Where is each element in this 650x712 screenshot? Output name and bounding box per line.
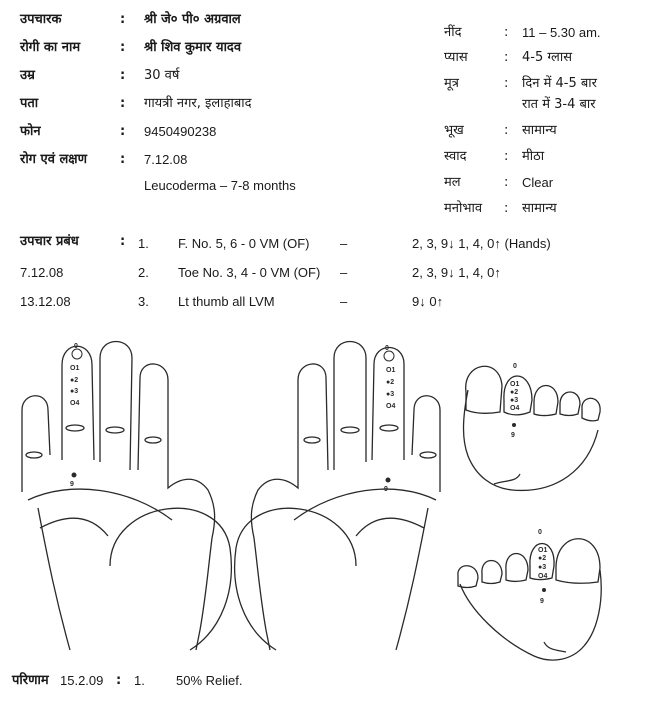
colon: : (504, 50, 509, 65)
palm-line (28, 489, 172, 520)
point-2-label: ●2 (386, 379, 395, 386)
big-toe (556, 539, 600, 584)
result-date: 15.2.09 (60, 673, 104, 688)
patient-name-label: रोगी का नाम (20, 40, 81, 55)
sleep-label: नींद (444, 25, 462, 40)
point-1-label: O1 (386, 367, 396, 374)
toe (534, 386, 558, 416)
point-9-label: 9 (70, 481, 74, 488)
finger-crease (106, 427, 124, 433)
age-value: 30 वर्ष (144, 68, 180, 83)
hunger-label: भूख (444, 123, 464, 138)
point-9-label: 9 (540, 598, 544, 605)
phone-label: फोन (20, 124, 41, 139)
colon: : (120, 68, 126, 83)
heel-curve (494, 474, 520, 484)
colon: : (120, 12, 126, 27)
treatment-row-date: 13.12.08 (20, 294, 71, 309)
colon: : (120, 124, 126, 139)
treatment-row-desc: Toe No. 3, 4 - 0 VM (OF) (178, 265, 321, 280)
finger-crease (66, 425, 84, 431)
point-0-label: 0 (74, 343, 78, 350)
point-0-label: 0 (513, 363, 517, 370)
phone-value: 9450490238 (144, 124, 217, 139)
point-0-marker (72, 349, 82, 359)
point-2-label: ●2 (538, 555, 547, 562)
point-3-label: ●3 (386, 391, 395, 398)
colon: : (504, 149, 509, 164)
treatment-row-desc: Lt thumb all LVM (178, 294, 275, 309)
heel-curve (544, 642, 566, 652)
result-text: 50% Relief. (176, 673, 243, 688)
urine-label: मूत्र (444, 76, 459, 91)
toe (506, 554, 528, 582)
palm-line (40, 518, 108, 536)
left-hand-outline (22, 342, 215, 651)
address-value: गायत्री नगर, इलाहाबाद (144, 96, 252, 111)
toe (458, 566, 478, 588)
sleep-value: 11 – 5.30 am. (522, 25, 601, 40)
point-9-dot (512, 423, 516, 427)
therapist-value: श्री जे० पी० अग्रवाल (144, 12, 241, 27)
mood-label: मनोभाव (444, 201, 483, 216)
address-label: पता (20, 96, 39, 111)
treatment-row-points: 2, 3, 9↓ 1, 4, 0↑ (412, 265, 501, 280)
point-0-label: 0 (385, 345, 389, 352)
mood-value: सामान्य (522, 201, 557, 216)
toe (560, 392, 580, 416)
point-3-label: ●3 (70, 388, 79, 395)
treatment-label: उपचार प्रबंध (20, 234, 79, 249)
treatment-row-points: 2, 3, 9↓ 1, 4, 0↑ (Hands) (412, 236, 551, 251)
point-4-label: O4 (510, 405, 520, 412)
stool-value: Clear (522, 175, 554, 190)
thirst-label: प्यास (444, 50, 468, 65)
colon: : (504, 76, 509, 91)
foot-diagram-top (464, 363, 601, 490)
disease-description: Leucoderma – 7-8 months (144, 178, 296, 193)
patient-name-value: श्री शिव कुमार यादव (144, 40, 242, 55)
taste-label: स्वाद (444, 149, 467, 164)
finger-crease (380, 425, 398, 431)
colon: : (120, 40, 126, 55)
colon: : (504, 25, 509, 40)
colon: : (116, 673, 122, 688)
taste-value: मीठा (522, 149, 545, 164)
point-2-label: ●2 (510, 389, 519, 396)
treatment-row-number: 3. (138, 294, 149, 309)
colon: : (120, 234, 126, 249)
colon: : (504, 175, 509, 190)
colon: : (120, 96, 126, 111)
result-number: 1. (134, 673, 145, 688)
point-9-dot (72, 473, 77, 478)
point-1-label: O1 (70, 365, 80, 372)
foot-diagram-bottom (458, 529, 601, 660)
age-label: उम्र (20, 68, 35, 83)
therapist-label: उपचारक (20, 12, 62, 27)
finger-crease (420, 452, 436, 458)
point-9-label: 9 (384, 486, 388, 493)
treatment-row-number: 1. (138, 236, 149, 251)
finger-crease (145, 437, 161, 443)
right-hand-outline (251, 342, 440, 651)
toe (482, 561, 502, 584)
colon: : (504, 123, 509, 138)
treatment-row-dash: – (340, 265, 348, 280)
big-toe (466, 366, 502, 413)
disease-label: रोग एवं लक्षण (20, 152, 88, 167)
treatment-row-number: 2. (138, 265, 149, 280)
point-9-dot (542, 588, 546, 592)
palm-line (356, 518, 424, 536)
point-4-label: O4 (386, 403, 396, 410)
thirst-value: 4-5 ग्लास (522, 50, 572, 65)
result-label: परिणाम (12, 673, 49, 688)
point-0-marker (384, 351, 394, 361)
urine-day: दिन में 4-5 बार (522, 76, 597, 91)
point-4-label: O4 (538, 573, 548, 580)
urine-night: रात में 3-4 बार (522, 97, 596, 112)
finger-crease (304, 437, 320, 443)
point-1-label: O1 (538, 547, 548, 554)
toe (582, 398, 600, 421)
point-0-label: 0 (538, 529, 542, 536)
hunger-value: सामान्य (522, 123, 557, 138)
treatment-row-date: 7.12.08 (20, 265, 64, 280)
point-3-label: ●3 (538, 564, 547, 571)
point-1-label: O1 (510, 381, 520, 388)
colon: : (120, 152, 126, 167)
right-hand-diagram (235, 342, 440, 651)
left-hand-diagram (22, 342, 231, 651)
disease-date: 7.12.08 (144, 152, 188, 167)
treatment-row-desc: F. No. 5, 6 - 0 VM (OF) (178, 236, 310, 251)
treatment-row-dash: – (340, 294, 348, 309)
point-2-label: ●2 (70, 377, 79, 384)
finger-crease (26, 452, 42, 458)
point-9-label: 9 (511, 432, 515, 439)
stool-label: मल (444, 175, 461, 190)
point-9-dot (386, 478, 391, 483)
point-3-label: ●3 (510, 397, 519, 404)
treatment-row-dash: – (340, 236, 348, 251)
point-4-label: O4 (70, 400, 80, 407)
treatment-row-points: 9↓ 0↑ (412, 294, 444, 309)
colon: : (504, 201, 509, 216)
finger-crease (341, 427, 359, 433)
palm-line (294, 489, 436, 520)
